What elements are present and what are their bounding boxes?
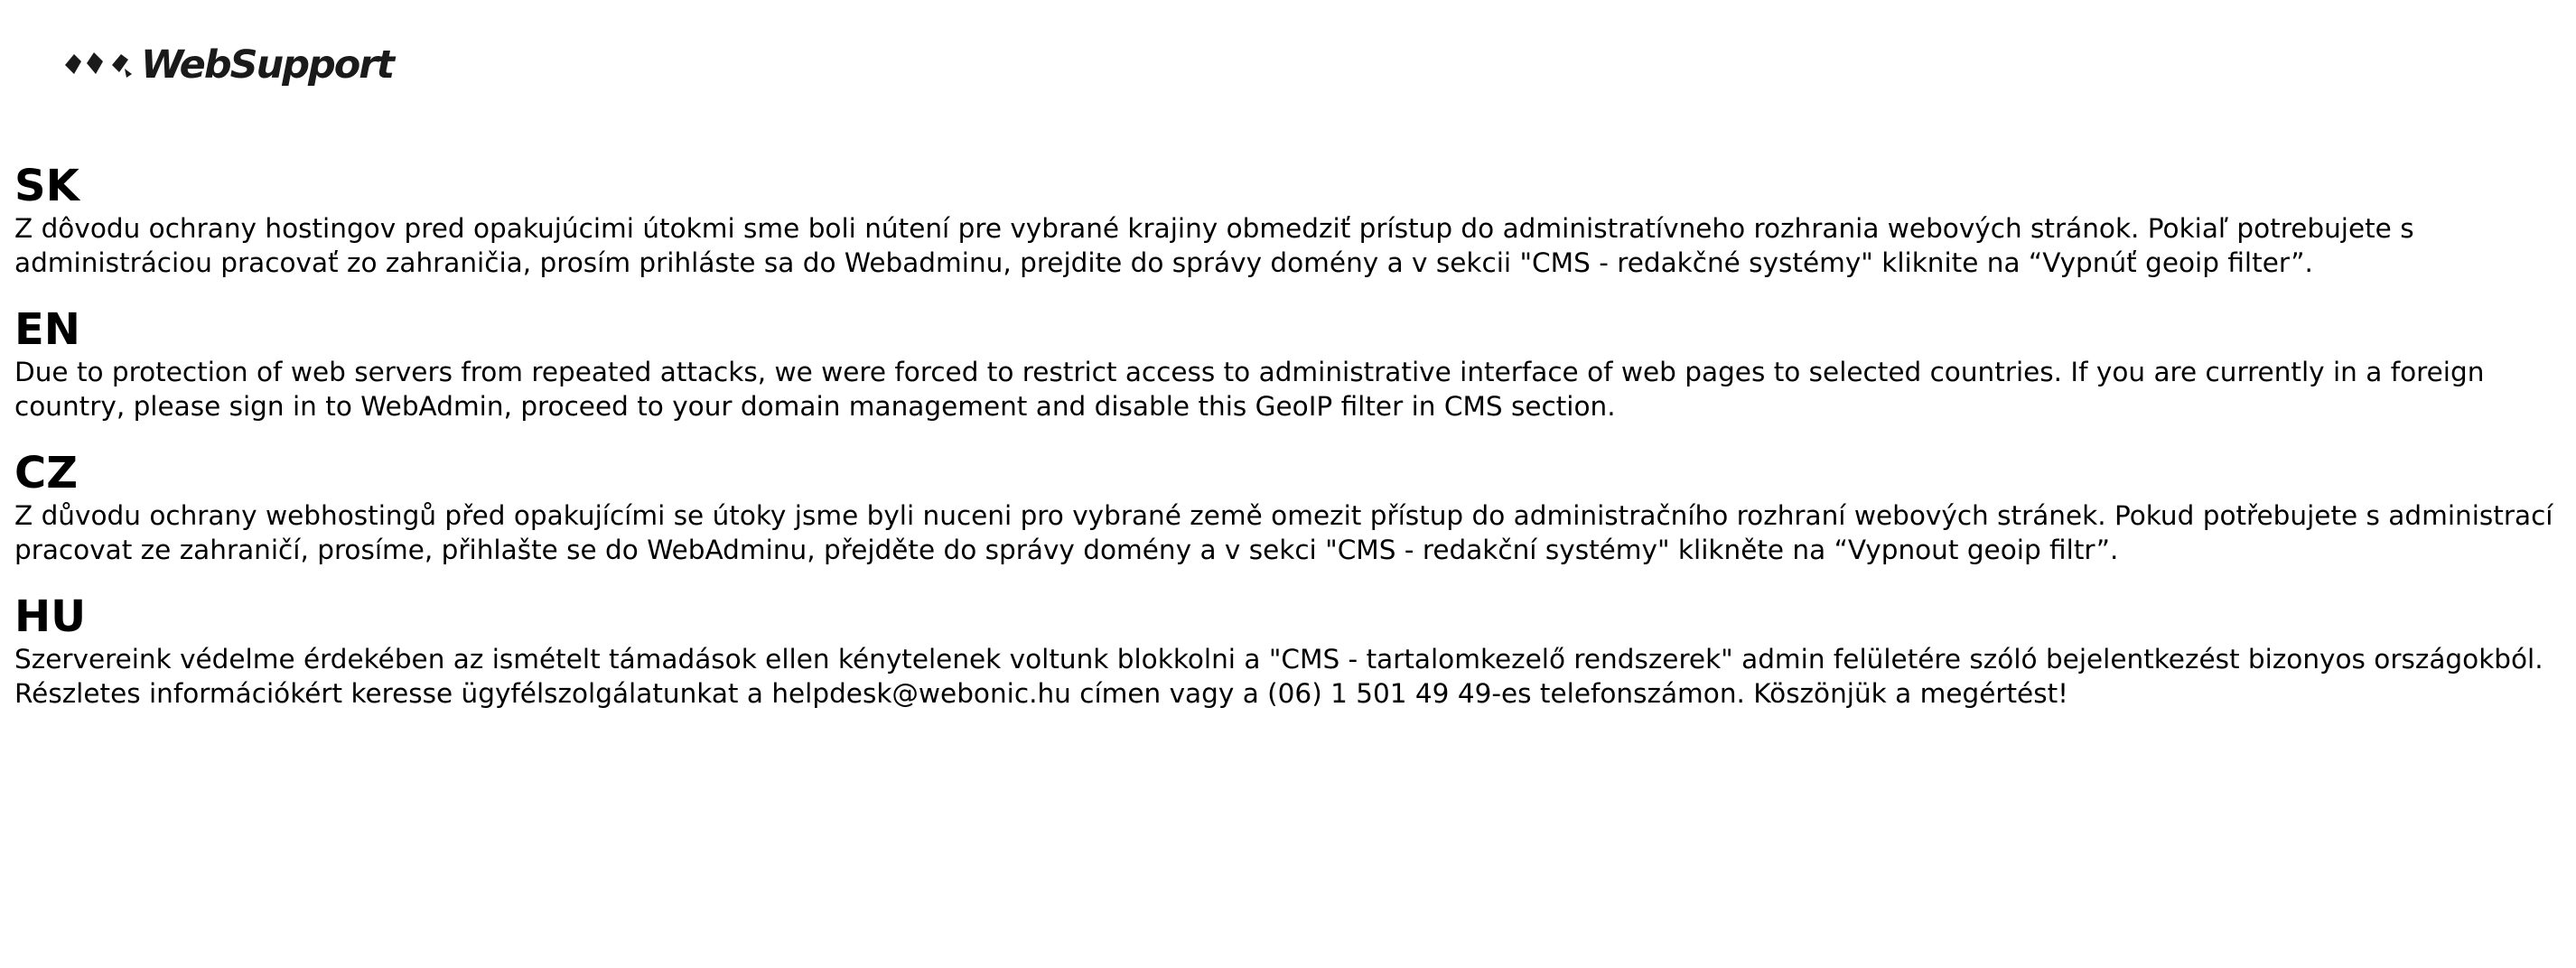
websupport-logo-text: WebSupport (141, 42, 394, 88)
websupport-logo-icon (61, 45, 134, 85)
notice-text-cz: Z důvodu ochrany webhostingů před opakujícími se útoky jsme byli nuceni pro vybrané země omezit přístup do administračního rozhraní webových stránek. Pokud potřebujete s administrací pracovat ze zahraničí, prosíme, přihlašte se do WebAdminu, přejděte do správy domény a v sekci "CMS - redakční systémy" klikněte na “Vypnout geoip filtr”. (14, 500, 2553, 565)
section-sk (14, 161, 2576, 280)
language-heading-cz: CZ (14, 448, 79, 498)
section-hu (14, 591, 2576, 711)
section-cz (14, 448, 2576, 567)
notice-text-sk: Z dôvodu ochrany hostingov pred opakujúcimi útokmi sme boli nútení pre vybrané krajiny obmedziť prístup do administratívneho rozhrania webových stránok. Pokiaľ potrebujete s administráciou pracovať zo zahraničia, prosím prihláste sa do Webadminu, prejdite do správy domény a v sekcii "CMS - redakčné systémy" kliknite na “Vypnúť geoip filter”. (14, 213, 2414, 278)
language-heading-en: EN (14, 304, 80, 355)
notice-text-en: Due to protection of web servers from repeated attacks, we were forced to restrict access to administrative interface of web pages to selected countries. If you are currently in a foreign country, please sign in to WebAdmin, proceed to your domain management and disable this GeoIP filter in CMS section. (14, 357, 2485, 422)
notice-text-hu: Szervereink védelme érdekében az ismételt támadások ellen kénytelenek voltunk blokkolni a "CMS - tartalomkezelő rendszerek" admin felületére szóló bejelentkezést bizonyos országokból. Részletes információkért keresse ügyfélszolgálatunkat a helpdesk@webonic.hu címen vagy a (06) 1 501 49 49-es telefonszámon. Köszönjük a megértést! (14, 644, 2543, 709)
section-en (14, 304, 2576, 424)
notice-content (14, 161, 2576, 735)
site-header (61, 40, 393, 90)
language-heading-sk: SK (14, 161, 79, 211)
language-heading-hu: HU (14, 591, 87, 642)
